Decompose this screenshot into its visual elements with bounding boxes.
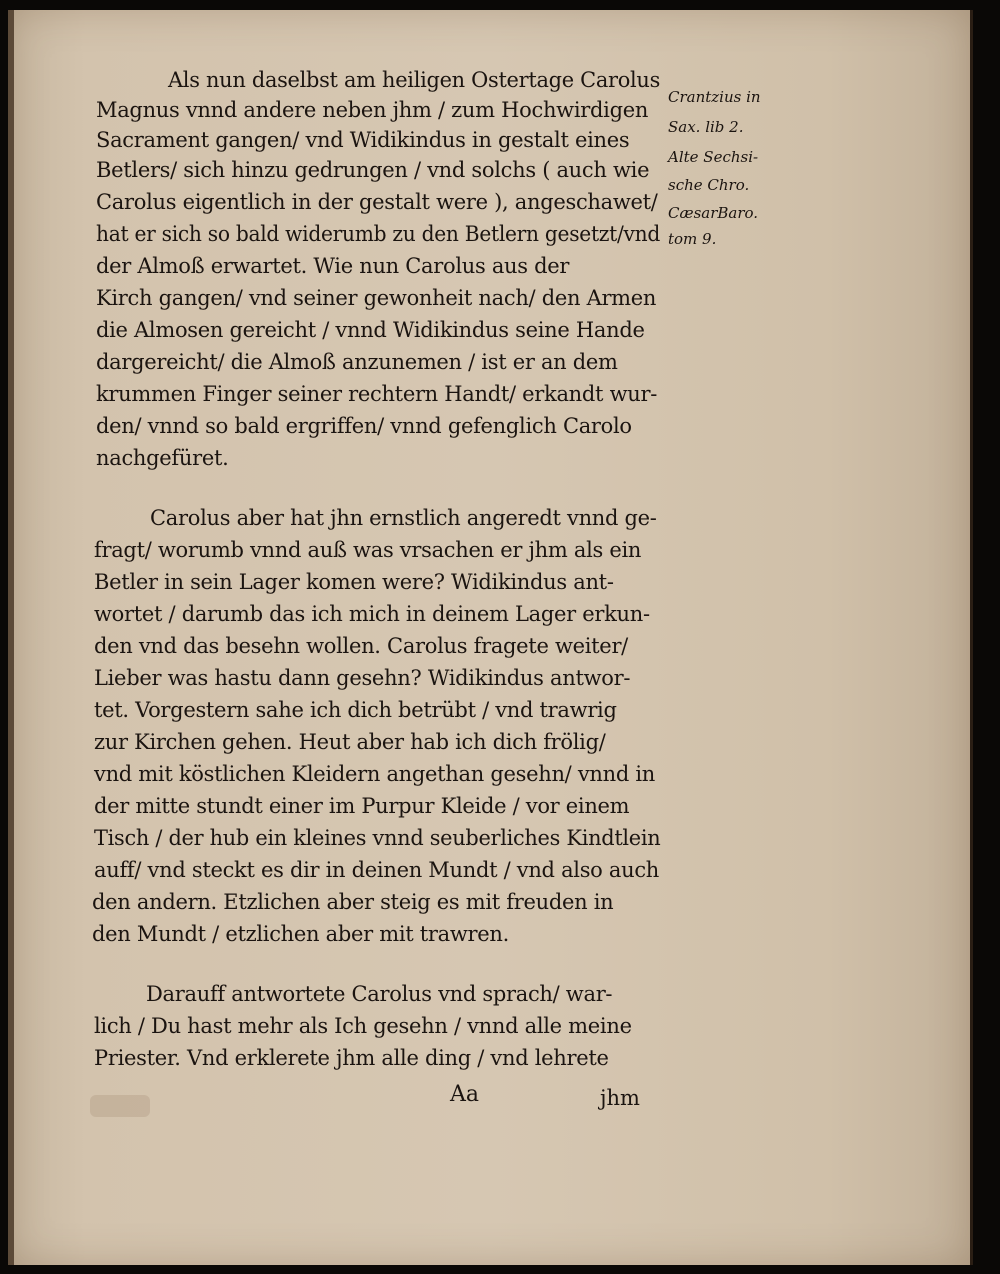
page-left-edge [8, 10, 14, 1265]
catchword: jhm [600, 1086, 640, 1110]
text-line: den vnd das besehn wollen. Carolus fragete weiter/ [94, 634, 628, 658]
text-line: Betler in sein Lager komen were? Widikindus ant- [94, 570, 614, 594]
text-line: hat er sich so bald widerumb zu den Betlern gesetzt/vnd [96, 222, 660, 246]
margin-note: CæsarBaro. [668, 204, 759, 222]
text-line: dargereicht/ die Almoß anzunemen / ist er an dem [96, 350, 618, 374]
text-line: Magnus vnnd andere neben jhm / zum Hochwirdigen [96, 98, 649, 122]
signature-mark: Aa [450, 1082, 480, 1107]
text-line: Carolus aber hat jhn ernstlich angeredt vnnd ge- [150, 506, 657, 530]
text-line: Als nun daselbst am heiligen Ostertage Carolus [168, 68, 661, 92]
text-line: der Almoß erwartet. Wie nun Carolus aus der [96, 254, 570, 278]
text-line: Priester. Vnd erklerete jhm alle ding / vnd lehrete [94, 1046, 609, 1070]
margin-note: sche Chro. [668, 176, 750, 194]
text-line: nachgefüret. [96, 446, 229, 470]
text-line: die Almosen gereicht / vnnd Widikindus seine Hande [96, 318, 645, 342]
text-line: Lieber was hastu dann gesehn? Widikindus antwor- [94, 666, 631, 690]
margin-note: Alte Sechsi- [668, 148, 759, 166]
text-line: vnd mit köstlichen Kleidern angethan gesehn/ vnnd in [94, 762, 655, 786]
margin-note: tom 9. [668, 230, 717, 248]
text-line: krummen Finger seiner rechtern Handt/ erkandt wur- [96, 382, 658, 406]
text-line: den andern. Etzlichen aber steig es mit freuden in [92, 890, 614, 914]
text-line: lich / Du hast mehr als Ich gesehn / vnnd alle meine [94, 1014, 632, 1038]
text-line: Betlers/ sich hinzu gedrungen / vnd solchs ( auch wie [96, 158, 650, 182]
text-line: Carolus eigentlich in der gestalt were ), angeschawet/ [96, 190, 658, 214]
margin-note: Sax. lib 2. [668, 118, 744, 136]
text-line: auff/ vnd steckt es dir in deinen Mundt / vnd also auch [94, 858, 660, 882]
text-line: der mitte stundt einer im Purpur Kleide / vor einem [94, 794, 630, 818]
page-stain [90, 1095, 150, 1117]
text-line: wortet / darumb das ich mich in deinem Lager erkun- [94, 602, 650, 626]
text-line: Sacrament gangen/ vnd Widikindus in gestalt eines [96, 128, 630, 152]
text-line: den Mundt / etzlichen aber mit trawren. [92, 922, 509, 946]
text-line: fragt/ worumb vnnd auß was vrsachen er jhm als ein [94, 538, 642, 562]
text-line: tet. Vorgestern sahe ich dich betrübt / vnd trawrig [94, 698, 617, 722]
text-line: Kirch gangen/ vnd seiner gewonheit nach/ den Armen [96, 286, 657, 310]
text-line: zur Kirchen gehen. Heut aber hab ich dich frölig/ [94, 730, 606, 754]
text-line: den/ vnnd so bald ergriffen/ vnnd gefenglich Carolo [96, 414, 632, 438]
text-line: Tisch / der hub ein kleines vnnd seuberliches Kindtlein [94, 826, 661, 850]
text-line: Darauff antwortete Carolus vnd sprach/ war- [146, 982, 613, 1006]
margin-note: Crantzius in [668, 88, 761, 106]
